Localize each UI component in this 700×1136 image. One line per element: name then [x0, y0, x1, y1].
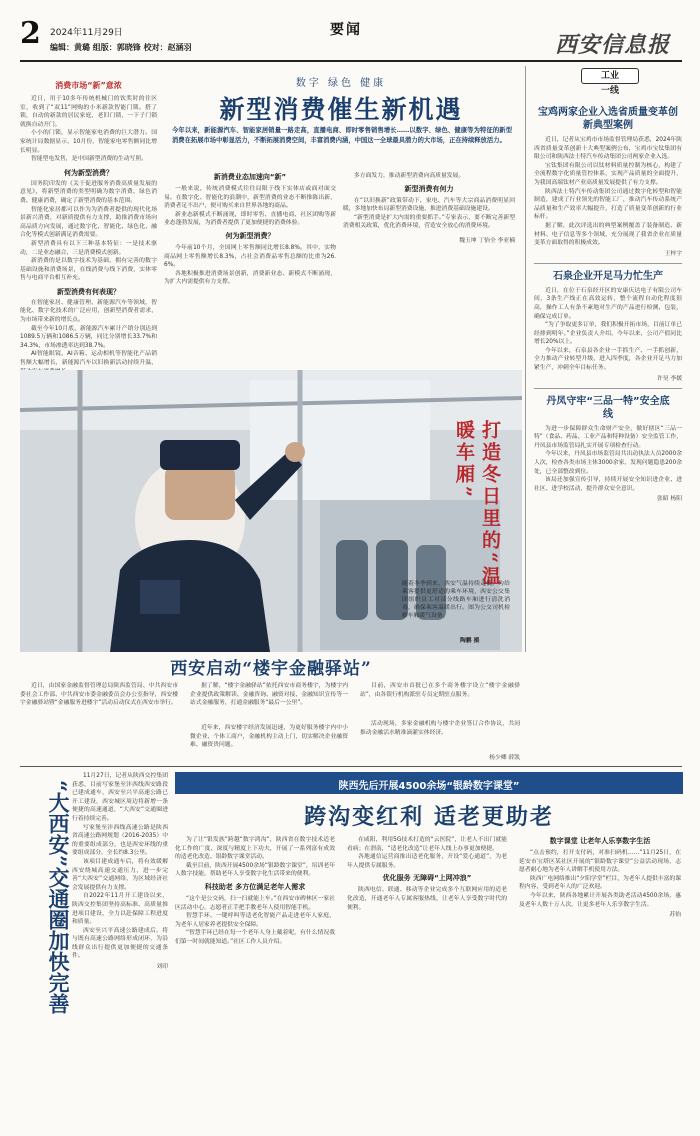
feature-paragraph: “新型消费是扩大内需的重要抓手。”专家表示，要不断完善新型消费相关政策，优化消费环境，营造安全放心的消费环境。 [343, 214, 515, 230]
bottom-left-body [72, 772, 168, 1122]
left-paragraph: 截至今年10月底，新能源汽车累计产销分别达到1089.5万辆和1086.5万辆，同比分别增长33.7%和34.3%，市场渗透率达到38.7%。 [20, 325, 157, 349]
bottom-main-subheading: 数字课堂 让老年人乐享数字生活 [549, 837, 651, 845]
left-paragraph: 国务院印发的《关于促进服务消费高质量发展的意见》，将新型消费的类型明确为数字消费、绿色消费、健康消费，确定了新型消费的基本范围。 [20, 180, 157, 204]
feature-intro: 今年以来，新能源汽车、智能家居销量一路走高，直播电商、即时零售销售增长……以数字、绿色、健康等为特征的新型消费在拓展市场中彰显活力，不断拓展消费空间，丰富消费内涵，中国这一全球最具潜力的大市场，正在持续释放活力。 [172, 127, 512, 144]
top-feature [160, 68, 522, 368]
left-subheading: 何为新型消费？ [64, 168, 113, 177]
issue-date: 2024年11月29日 [50, 28, 123, 38]
feature-paragraph: 新业态新模式不断涌现，即时零售、直播电商、社区团购等新业态蓬勃发展，为消费者提供了更加便捷的消费体验。 [164, 211, 336, 227]
right-paragraph: 近日，在位于石泉经开区的安康庆达电子有限公司车间，3条生产线正在高效运转，整个流程自动化程度很高，操作工人有条不紊地对生产的产品进行检测、包装，确保完成订单。 [534, 287, 682, 320]
bottom-main-paragraph: “点击预约，打开支付码，对准扫码机……”11月25日，在延安市宝塔区某社区开展的“银龄数字课堂”公益活动现场，志愿者耐心地为老年人讲解手机使用方法。 [519, 850, 681, 874]
feature-paragraph: 今年前10个月，全国网上零售额同比增长8.8%。其中，实物商品网上零售额增长8.3%，占社会消费品零售总额的比重为26.6%。 [164, 244, 336, 269]
left-paragraph: AI智能眼镜、AI音箱、运动相机等智能化产品销售额大幅增长，新能源汽车以旧换新活动持续升温， [20, 351, 157, 367]
left-paragraph: 智能化家居都可以作为为消费者提供的现代化场景新兴消费，对新质提供有力支撑，助推消费市场向高品质方向发展，通过数字化、智能化、绿色化、融合化等模式创新满足消费需要。 [20, 206, 157, 239]
mid-article-title: 西安启动“楼宇金融驿站” [170, 659, 372, 679]
editor-line: 编辑：黄璐 组版：郭晓锋 校对：赵涵羽 [50, 43, 192, 52]
bottom-left-article [20, 772, 170, 1122]
right-paragraph: 近日，记者从宝鸡市市场监督管理局获悉，2024年陕西省质量变革创新十大典型案例公布，宝鸡市宝钛集团有限公司和陕西法士特汽车传动集团公司两家企业入选。 [534, 137, 682, 161]
photo-vertical-title: 打造冬日里的“温暖车厢” [453, 420, 501, 588]
right-col-articles [534, 106, 682, 651]
bottom-main-title: 跨沟变红利 适老更助老 [304, 804, 554, 830]
bottom-main-col-1 [175, 836, 335, 1124]
right-paragraph: 宝钛集团有限公司以钛材料质量控制为核心，构建了全流程数字化质量管控体系，实现产品质量的全面提升，为我国高端钛材产业高质量发展提供了有力支撑。 [534, 162, 682, 186]
right-paragraph: 今年以来，丹凤县市场监管局共出动执法人员2000余人次，检查各类市场主体3000余家，发现问题隐患200余处，已全部整改到位。 [534, 451, 682, 475]
feature-col-1 [164, 172, 336, 362]
bottom-left-paragraph: 11月27日，记者从陕西交控集团获悉，目前写家堡至沣西线西安路段已建成通车，西安至兴平高速公路已开工建设，西安城区周边将新增一条便捷的高速通道，“大西安”交通圈进行着持续完善。 [72, 773, 168, 822]
bottom-left-paragraph: 写家堡至沣西线高速公路是陕西省高速公路网规划（2016-2035）中的重要组成部分，也是西安环线的重要组成部分，全长约8.3公里。 [72, 824, 168, 857]
newspaper-logo: 西安信息报 [555, 32, 671, 58]
right-paragraph: 陕西法士特汽车传动集团公司通过数字化转型和智能制造，建成了行业领先的智能工厂，推动汽车传动系统产品质量和生产效率大幅提升，打造了质量变革创新的行业标杆。 [534, 188, 682, 221]
industry-tag [581, 68, 639, 102]
bottom-main-paragraph: 今年以来，陕西各地累计开展各类助老活动4500余场，惠及老年人数十万人次，让更多老年人乐享数字生活。 [519, 892, 681, 908]
mid-paragraph: 近年来，西安楼宇经济发展迅速，为更好服务楼宇内中小微企业、个体工商户，金融机构主动上门，切实解决企业融资难、融资贵问题。 [190, 725, 348, 749]
bottom-main-subheading: 优化服务 无障碍“上网冲浪” [382, 874, 472, 883]
bottom-main-col-2 [347, 836, 507, 1124]
mid-paragraph: 目前，西安市首批已在多个商务楼宇设立“楼宇金融驿站”，由各银行机构派驻专员定期驻点服务。 [360, 683, 520, 698]
left-subheading: 新型消费有何表现？ [57, 287, 120, 296]
photo-caption-author: 陶鹏 摄 [460, 638, 480, 644]
right-author: 张昭 杨阳 [656, 496, 682, 503]
bottom-main-paragraph: 截至目前，陕西开展4500余场“银龄数字课堂”，培训老年人数字技能，帮助老年人享受数字化生活带来的便利。 [175, 862, 335, 878]
left-paragraph: 小小的门锁，显示智能家电消费的巨大潜力。国家统计局数据显示，10月份，智能家电零售额同比增长明显。 [20, 130, 157, 154]
bottom-main-paragraph: “智慧手环已经在每一个老年人身上戴着呢，有什么情况我们第一时间就能知道。”社区工作人员介绍。 [175, 930, 335, 945]
feature-title: 新型消费催生新机遇 [219, 95, 463, 124]
left-column-heading: 消费市场“新”意浓 [55, 81, 122, 90]
left-paragraph: 近日，用于10多年传统机械门的饮奖时的住区室，收到了“双11”网购的小米新款智能门锁。搭了锁，自动的新款的居民家庭，老旧门锁，一下子门锁就换自动开门。 [20, 96, 157, 128]
bottom-left-vertical-title: “大西安”交通圈加快完善 [46, 780, 71, 1015]
masthead [0, 0, 700, 66]
mid-paragraph: 据了解，“楼宇金融驿站”依托西安市商务楼宇，为楼宇内企业提供政策解读、金融咨询、融资对接、金融知识宣传等一站式金融服务，打通金融服务“最后一公里”。 [190, 683, 348, 707]
bus-photo [20, 370, 522, 652]
left-paragraph: 新消费的是以数字技术为基础，拥有完善的数字基础设施和消费场景，在线消费与线下消费，实体零售与电商平台相互补充。 [20, 258, 157, 282]
right-author: 许昊 李媛 [656, 375, 682, 382]
section-divider [20, 766, 682, 767]
right-article-heading: 石泉企业开足马力忙生产 [553, 270, 663, 282]
right-author: 王梓宇 [664, 250, 682, 257]
left-paragraph: 新型消费具有以下三种基本特征：一是技术驱动，二是业态融合，三是消费模式创新。 [20, 240, 157, 256]
left-column [20, 70, 157, 367]
right-article-heading: 宝鸡两家企业入选省质量变革创新典型案例 [538, 107, 678, 131]
mid-paragraph: 近日，由国家金融监督管理总局陕西监管局、中共西安市委社会工作部、中共西安市委金融委员会办公室指导，西安楼宇金融驿站暨“金融服务进楼宇”活动启动仪式在西安市举行。 [20, 683, 178, 707]
right-article-heading: 丹凤守牢“三品一特”安全底线 [546, 395, 670, 420]
bottom-main-paragraph: 陕西电信、联通、移动等企业完成多个互联网应用的适老化改造，开通老年人专属客服热线，让老年人享受数字时代的便利。 [347, 887, 507, 911]
right-paragraph: 据了解，此次评选出的典型案例覆盖了装备制造、新材料、电子信息等多个领域，充分展现了我省企业在质量变革方面取得的积极成效。 [534, 222, 682, 247]
bottom-main-paragraph: 为了让“银发族”跨越“数字鸿沟”，陕西省在数字技术适老化工作的广度、深度与精度上下功夫，开展了一系列富有成效的适老化改造、银龄数字课堂活动。 [175, 837, 335, 861]
feature-paragraph: 一般来说，传统消费模式往往局限于线下实体店或面对面交易。在数字化、智能化的浪潮中，新型消费的业态不断推陈出新，消费者足不出户，便可购买来自世界各地的商品。 [164, 186, 336, 210]
bottom-main-paragraph: 陕西广电网络推出“夕阳学堂”栏目，为老年人提供丰富的课程内容，受到老年人的广泛欢迎。 [519, 875, 681, 891]
feature-col-2 [343, 172, 515, 362]
feature-subheading: 新型消费有何力 [404, 184, 454, 193]
feature-subheading: 新消费业态加速向“新” [213, 173, 287, 181]
industry-tag-line1: 工业 [581, 68, 639, 84]
bottom-left-paragraph: 自2022年11月开工建设以来，陕西交控集团坚持高标准、高质量推进项目建设，全力以赴保障工程进度和质量。 [72, 893, 168, 926]
left-paragraph: 智能型电发售，是中国新型消费的生动写照。 [31, 156, 147, 163]
bottom-left-paragraph: 西安至兴平高速公路建成后，将与既有高速公路网络形成闭环，为沿线群众出行提供更加便捷的交通条件。 [72, 927, 168, 960]
bottom-left-author: 刘印 [156, 964, 168, 971]
mid-article [20, 652, 522, 762]
bottom-main-paragraph: 各地通信运营商推出适老化服务，开设“爱心通道”，为老年人提供专属服务。 [347, 854, 507, 869]
feature-subheading: 何为新型消费？ [225, 231, 275, 240]
bottom-main-author: 苏怡 [669, 912, 681, 919]
feature-kicker: 数字 绿色 健康 [295, 78, 387, 89]
feature-paragraph: 各地积极推进消费场景创新，消费新业态、新模式不断涌现，为扩大内需提供有力支撑。 [164, 270, 336, 286]
feature-paragraph: 多方面发力，推动新型消费向高质量发展。 [354, 173, 465, 179]
right-paragraph: 该局还加强宣传引导，持续开展安全知识进企业、进社区、进学校活动，提升群众安全意识。 [534, 477, 682, 492]
page-number: 2 [20, 16, 41, 51]
bottom-main-subheading: 科技助老 多方位满足老年人需求 [204, 882, 306, 891]
bottom-main-kicker: 陕西先后开展4500余场“银龄数字课堂” [338, 781, 520, 792]
right-paragraph: “为了争取更多订单，我们积极开拓市场，目前订单已经排到明年。”企业负责人介绍，今年以来，公司产值同比增长20%以上。 [534, 322, 682, 346]
bottom-left-paragraph: 该项目建成通车后，将有效缓解西安绕城高速交通压力，进一步完善“大西安”交通网络，为区域经济社会发展提供有力支撑。 [72, 858, 168, 891]
bottom-main-paragraph: 智慧手环、一键呼叫等适老化智能产品走进老年人家庭，为老年人居家养老提供安全保障。 [175, 913, 335, 928]
mid-author: 杨少卿 薛凯 [489, 755, 520, 761]
industry-tag-line2: 一线 [600, 86, 619, 96]
feature-paragraph: 在“以旧换新”政策带动下，家电、汽车等大宗商品消费明显回暖，多地加快布局新型消费设施，推进消费基础设施建设。 [343, 197, 515, 213]
bottom-main-col-3 [519, 836, 681, 1124]
right-paragraph: 今年以来，石泉县各企业一手抓生产、一手抓创新，全力推动产业转型升级，进入四季度，各企业开足马力加紧生产，冲刺全年目标任务。 [534, 347, 682, 372]
bottom-main-paragraph: 在咸阳，利用5G技术打造的“云医院”，让老人不出门就能看病；在渭南，“适老化改造”让老年人线上办事更加便捷。 [347, 837, 507, 852]
right-column [525, 66, 683, 652]
feature-author: 魏玉坤 丁怡全 李亚楠 [459, 237, 515, 244]
section-title: 要闻 [330, 22, 362, 38]
mid-paragraph: 活动现场，多家金融机构与楼宇企业签订合作协议，共同推动金融活水精准滴灌实体经济。 [360, 721, 520, 736]
bottom-main-article [175, 772, 683, 1124]
bottom-main-paragraph: “这个是公交码，扫一扫就能上车。”在西安市碑林区一家社区活动中心，志愿者正手把手教老年人使用智能手机。 [175, 895, 335, 911]
left-paragraph: 在智能家居、健康管理、新能源汽车等领域，智能化、数字化技术的广泛应用，创新型消费者需求，为市场带来新的增长点。 [20, 299, 157, 324]
right-paragraph: 为进一步保障群众生命财产安全，做好辖区“三品一特”（食品、药品、工业产品和特种设备）安全监管工作，丹凤县市场监管局扎实开展专项检查行动。 [534, 425, 682, 449]
photo-caption: 随着冬季到来，西安气温持续走低，为给乘客提供更舒适的乘车环境，西安公交集团组织员工对部分线路车厢进行清洗消毒，确保乘客温暖出行。图为公交司机检修车厢暖气设备。 [402, 581, 510, 619]
masthead-rule [20, 60, 682, 62]
